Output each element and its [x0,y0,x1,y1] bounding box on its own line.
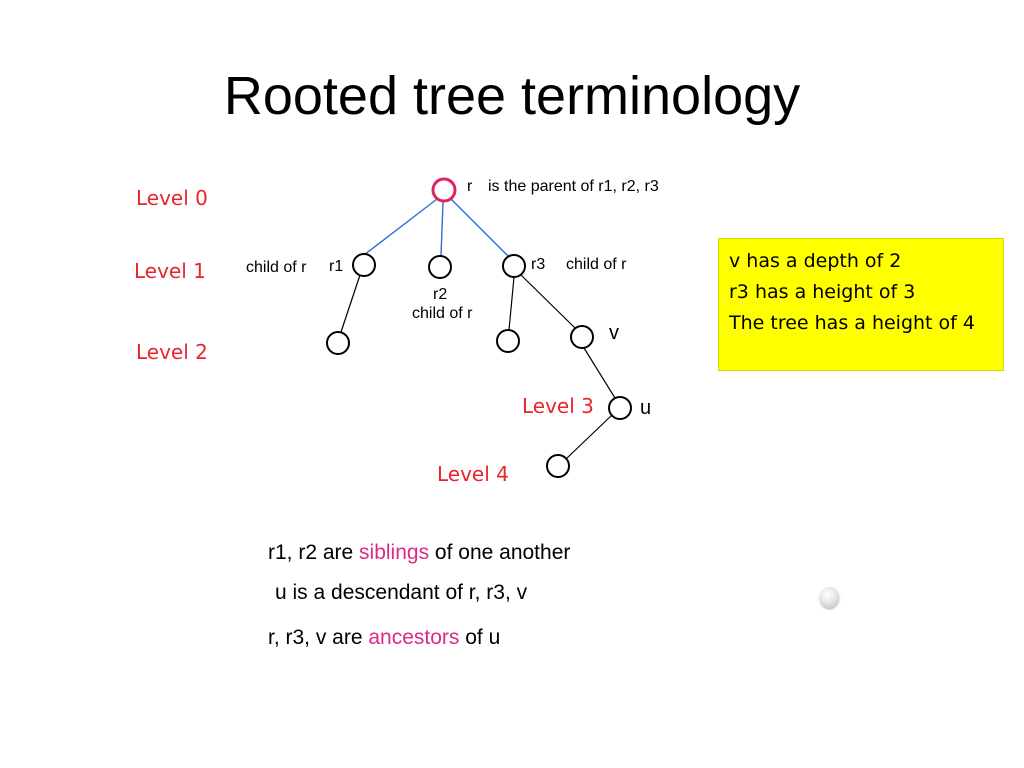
label-r3-child-of-r: child of r [566,256,627,273]
note-line-r3-height: r3 has a height of 3 [729,281,916,303]
label-r1-child-of-r: child of r [246,259,307,276]
edge-r-r2 [441,202,443,256]
level-4-label: Level 4 [437,462,509,486]
label-u: u [640,397,652,419]
node-r [433,179,455,201]
label-r-parent-note: is the parent of r1, r2, r3 [488,178,659,195]
edge-r1-child [341,275,360,332]
label-r2: r2 [433,286,448,303]
siblings-term: siblings [359,541,430,564]
label-r3: r3 [531,256,546,273]
note-line-tree-height: The tree has a height of 4 [729,312,975,334]
edge-r-r1 [364,199,437,255]
node-v [571,326,593,348]
edge-u-leaf [566,415,612,459]
slide-title: Rooted tree terminology [223,66,801,126]
level-1-label: Level 1 [134,259,206,283]
ancestors-term: ancestors [368,626,460,649]
gray-ball-decoration [820,587,839,608]
node-r1-child [327,332,349,354]
ancestors-statement [268,625,500,651]
ancestors-statement-pre: r, r3, v are [268,626,369,649]
siblings-statement-pre: r1, r2 are [268,541,360,564]
level-3-label: Level 3 [522,394,594,418]
descendant-statement: u is a descendant of r, r3, v [275,581,528,604]
label-r2-child-of-r: child of r [412,305,473,322]
node-r2 [429,256,451,278]
node-r1 [353,254,375,276]
note-line-depth: v has a depth of 2 [729,250,902,272]
depth-height-note [718,238,1004,371]
level-2-label: Level 2 [136,340,208,364]
node-u [609,397,631,419]
label-v: v [609,322,619,344]
node-r3 [503,255,525,277]
label-r: r [467,178,473,195]
node-r3-child [497,330,519,352]
edge-r3-child [509,277,514,330]
siblings-statement-post: of one another [429,541,571,564]
edge-v-u [584,348,615,398]
edge-r3-v [521,275,575,328]
ancestors-statement-post: of u [459,626,501,649]
node-u-child [547,455,569,477]
edge-r-r3 [451,199,508,256]
level-0-label: Level 0 [136,186,208,210]
siblings-statement [268,540,570,566]
label-r1: r1 [329,258,344,275]
